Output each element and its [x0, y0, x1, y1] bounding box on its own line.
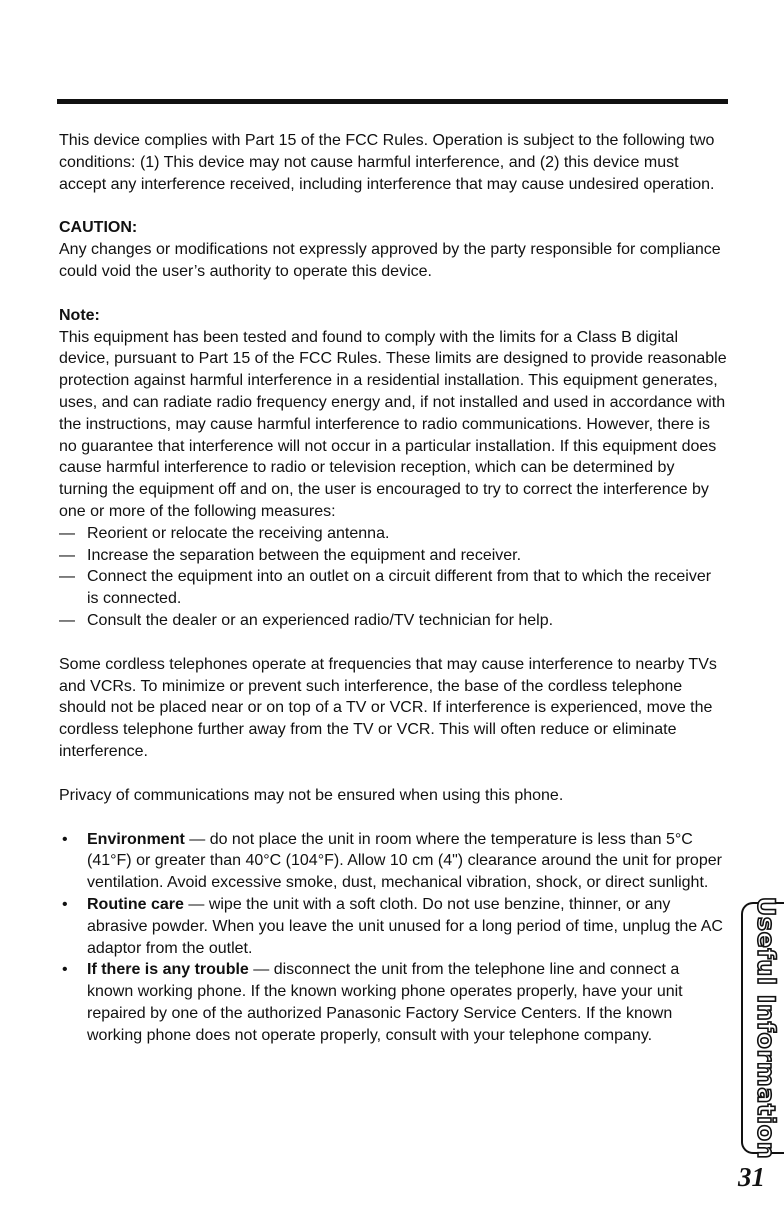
bullet-term: Environment — [87, 830, 185, 848]
dash-marker: — — [59, 568, 75, 586]
bullet-text: — wipe the unit with a soft cloth. Do not use benzine, thinner, or any abrasive powder. When you leave the unit unused for a long period of time, unplug the AC adaptor from the outlet. — [87, 895, 723, 957]
measure-item — [59, 523, 727, 545]
note-heading: Note: — [59, 306, 100, 324]
measure-text: Connect the equipment into an outlet on a circuit different from that to which the receiver is connected. — [87, 568, 712, 608]
bullet-term: If there is any trouble — [87, 961, 249, 979]
privacy-paragraph: Privacy of communications may not be ensured when using this phone. — [59, 786, 564, 804]
measure-text: Reorient or relocate the receiving antenna. — [87, 524, 390, 542]
care-bullet-list — [59, 829, 727, 1047]
caution-text: Any changes or modifications not expressly approved by the party responsible for compliance could void the user’s authority to operate this device. — [59, 241, 721, 280]
dash-marker: — — [59, 546, 75, 564]
bullet-text: — disconnect the unit from the telephone line and connect a known working phone. If the known working phone operates properly, have your unit repaired by one of the authorized Panasonic Factory Service Centers. If the known working phone does not operate properly, consult with your telephone company. — [87, 961, 683, 1044]
fcc-compliance-paragraph: This device complies with Part 15 of the FCC Rules. Operation is subject to the following two conditions: (1) This device may not cause harmful interference, and (2) this device must accept any interference received, including interference that may cause undesired operation. — [59, 132, 715, 193]
bullet-text: — do not place the unit in room where the temperature is less than 5°C (41°F) or greater than 40°C (104°F). Allow 10 cm (4") clearance around the unit for proper ventilation. Avoid excessive smoke, dust, mechanical vibration, shock, or direct sunlight. — [87, 830, 722, 892]
caution-section — [59, 217, 727, 282]
bullet-marker: • — [62, 895, 68, 913]
measure-item — [59, 610, 727, 632]
bullet-item-environment — [59, 829, 727, 894]
bullet-marker: • — [62, 830, 68, 848]
measure-text: Increase the separation between the equipment and receiver. — [87, 546, 522, 564]
top-horizontal-rule — [57, 99, 728, 104]
page-number: 31 — [738, 1162, 765, 1192]
caution-heading: CAUTION: — [59, 219, 138, 237]
measure-item — [59, 566, 727, 610]
cordless-interference-paragraph: Some cordless telephones operate at frequencies that may cause interference to nearby TVs and VCRs. To minimize or prevent such interference, the base of the cordless telephone should not be placed near or on top of a TV or VCR. If interference is experienced, move the cordless telephone further away from the TV or VCR. This will often reduce or eliminate interference. — [59, 655, 717, 760]
bullet-marker: • — [62, 961, 68, 979]
measure-item — [59, 545, 727, 567]
bullet-item-trouble — [59, 959, 727, 1046]
note-text: This equipment has been tested and found to comply with the limits for a Class B digital device, pursuant to Part 15 of the FCC Rules. These limits are designed to provide reasonable protection against harmful interference in a residential installation. This equipment generates, uses, and can radiate radio frequency energy and, if not installed and used in accordance with the instructions, may cause harmful interference to radio communications. However, there is no guarantee that interference will not occur in a particular installation. If this equipment does cause harmful interference to radio or television reception, which can be determined by turning the equipment off and on, the user is encouraged to try to correct the interference by one or more of the following measures: — [59, 328, 727, 520]
dash-marker: — — [59, 611, 75, 629]
interference-measures-list — [59, 523, 727, 632]
document-body — [59, 130, 727, 1046]
section-side-tab — [741, 896, 784, 1160]
side-tab-label: Useful Information — [752, 896, 780, 1160]
bullet-term: Routine care — [87, 895, 184, 913]
measure-text: Consult the dealer or an experienced radio/TV technician for help. — [87, 611, 554, 629]
dash-marker: — — [59, 524, 75, 542]
note-section — [59, 305, 727, 632]
bullet-item-routine-care — [59, 894, 727, 959]
